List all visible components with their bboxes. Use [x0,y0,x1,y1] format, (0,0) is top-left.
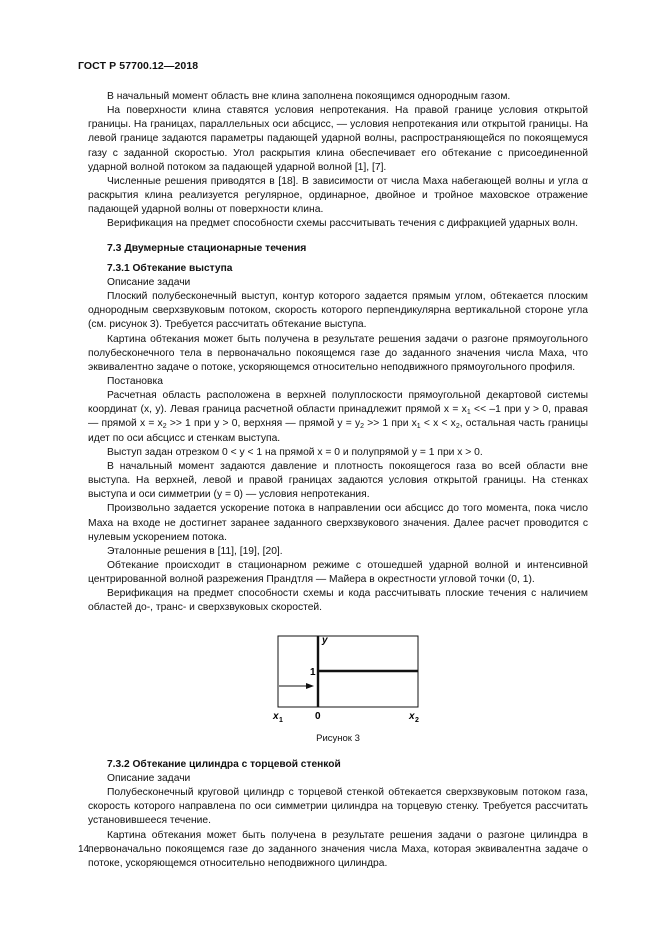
paragraph: В начальный момент область вне клина заполнена покоящимся однородным газом. [107,91,511,102]
subsection-heading: 7.3.1 Обтекание выступа [107,262,233,274]
task-label: Описание задачи [107,276,191,288]
subsection-heading: 7.3.2 Обтекание цилиндра с торцевой стенкой [107,758,341,770]
task-label: Описание задачи [107,772,191,784]
document-header: ГОСТ Р 57700.12—2018 [78,60,199,72]
paragraph: Эталонные решения в [11], [19], [20]. [107,545,283,557]
figure-3 [88,622,588,746]
paragraph: Расчетная область расположена в верхней полуплоскости прямоугольной декартовой системы координат (x, y). Левая граница расчетной области принадлежит прямой $x = x_1 << -1$ при y > 0, правая — прямой $x = x_2 >> 1$ при y > 0, верхняя — прямой $y = y_2 >> 1$ при $x_1 < x < x_2$, остальная часть границы идет по оси абсцисс и стенкам выступа. [88,390,588,444]
paragraph: Полубесконечный круговой цилиндр с торцевой стенкой обтекается сверхзвуковым потоком газа, скорость которого направлена по оси симметрии цилиндра на торцевую стенку. Требуется рассчитать установившееся течение. [88,787,588,827]
paragraph: Картина обтекания может быть получена в результате решения задачи о разгоне прямоугольного полубесконечного тела в первоначально покоящемся газе до заданного значения числа Маха, что эквивалентно задаче о потоке, ускоряющемся относительно неподвижного прямоугольного профиля. [88,333,588,373]
paragraph: Выступ задан отрезком 0 < y < 1 на прямой x = 0 и полупрямой y = 1 при x > 0. [107,446,483,458]
page-number: 14 [78,844,90,855]
figure-caption: Рисунок 3 [316,732,360,744]
statement-label: Постановка [107,375,163,387]
paragraph: Произвольно задается ускорение потока в направлении оси абсцисс до того момента, пока число Маха на входе не достигнет заранее заданного сверхзвукового значения. Далее расчет проводится с нулевым ускорением потока. [88,503,588,543]
paragraph: Численные решения приводятся в [18]. В зависимости от числа Маха набегающей волны и угла α раскрытия клина реализуется регулярное, ординарное, двойное и тройное маховское отражение падающей ударной волны от поверхности клина. [88,175,588,216]
x1-label: x [273,710,279,722]
zero-label: 0 [315,710,321,722]
figure-diagram [88,622,588,754]
x2-label: x [409,710,415,722]
paragraph: На поверхности клина ставятся условия непротекания. На правой границе условия открытой границы. На границах, параллельных оси абсцисс, — условия непротекания или открытой границы. На левой границе задаются параметры падающей ударной волны, распространяющейся по покоящемуся газу с заданной скоростью. Угол раскрытия клина обеспечивает его обтекание с присоединенной ударной волной потоком за падающей ударной волной [1], [7]. [88,105,588,173]
paragraph: Обтекание происходит в стационарном режиме с отошедшей ударной волной и интенсивной центрированной волной разрежения Прандтля — Майера в окрестности угловой точки (0, 1). [88,560,588,586]
section-heading: 7.3 Двумерные стационарные течения [107,242,307,254]
flow-arrowhead [306,683,314,689]
x1-sub: 1 [279,716,283,724]
one-label: 1 [310,666,316,678]
x2-sub: 2 [415,716,419,724]
y-label: y [322,634,328,646]
paragraph: Верификация на предмет способности схемы и кода рассчитывать плоские течения с наличием областей до-, транс- и сверхзвуковых скоростей. [88,588,588,614]
paragraph: Картина обтекания может быть получена в результате решения задачи о разгоне цилиндра в первоначально покоящемся газе до заданного значения числа Маха, которая эквивалентна задаче о потоке, ускоряющемся относительно неподвижного цилиндра. [88,829,588,869]
step-diagram [88,622,588,726]
paragraph: Верификация на предмет способности схемы рассчитывать течения с дифракцией ударных волн. [107,218,579,230]
document-body [88,90,588,871]
paragraph: В начальный момент задаются давление и плотность покоящегося газа во всей области вне выступа. На верхней, левой и правой границах задаются условия открытой границы. На стенках выступа и оси симметрии (y = 0) — условия непротекания. [88,460,588,501]
paragraph: Плоский полубесконечный выступ, контур которого задается прямым углом, обтекается плоским однородным сверхзвуковым потоком, скорость которого перпендикулярна вертикальной стороне угла (см. рисунок 3). Требуется рассчитать обтекание выступа. [88,291,588,331]
